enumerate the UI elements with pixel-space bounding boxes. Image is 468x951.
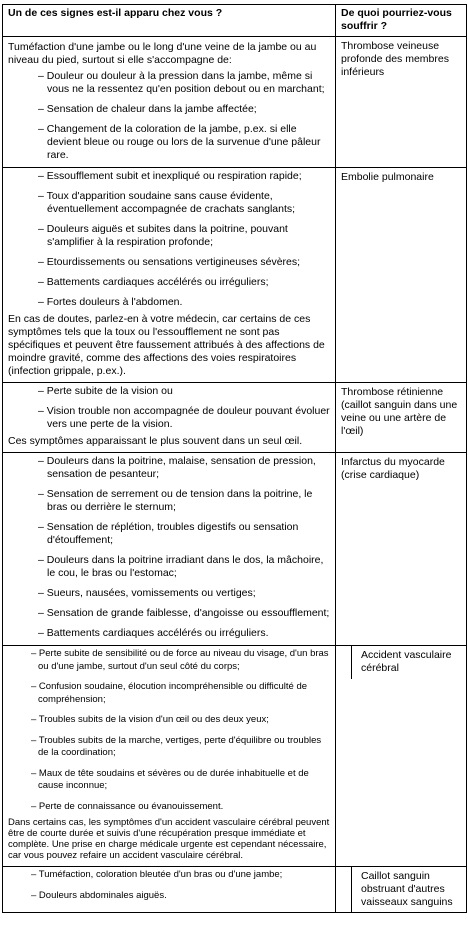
row-intro: Tuméfaction d'une jambe ou le long d'une veine de la jambe ou au niveau du pied, surtout si elle s'accompagne de:	[8, 41, 317, 66]
list-item: – Tuméfaction, coloration bleutée d'un bras ou d'une jambe;	[31, 869, 283, 880]
symptom-list	[8, 70, 330, 162]
condition-cell	[336, 867, 467, 913]
list-item: – Sensation de serrement ou de tension dans la poitrine, le bras ou derrière le sternum;	[38, 488, 313, 513]
list-item: – Toux d'apparition soudaine sans cause évidente, éventuellement accompagnée de crachats sanglants;	[38, 190, 296, 215]
condition-label: Caillot sanguin obstruant d'autres vaisseaux sanguins	[341, 869, 461, 909]
symptom-list	[8, 170, 330, 309]
list-item: – Sensation de réplétion, troubles digestifs ou sensation d'étouffement;	[38, 521, 299, 546]
list-item: – Douleur ou douleur à la pression dans la jambe, même si vous ne la ressentez qu'en position debout ou en marchant;	[38, 70, 325, 95]
condition-label: Thrombose rétinienne (caillot sanguin dans une veine ou une artère de l'œil)	[341, 386, 458, 437]
condition-label: Thrombose veineuse profonde des membres inférieurs	[341, 40, 449, 78]
symptom-list	[8, 648, 330, 813]
table-row	[3, 453, 467, 646]
list-item: – Maux de tête soudains et sévères ou de durée inhabituelle et de cause inconnue;	[31, 767, 309, 791]
symptom-list	[8, 385, 330, 431]
symptoms-cell	[3, 453, 336, 646]
condition-cell	[336, 453, 467, 646]
list-item: – Essoufflement subit et inexpliqué ou respiration rapide;	[38, 170, 302, 182]
header-symptoms: Un de ces signes est-il apparu chez vous ?	[3, 5, 336, 37]
condition-cell	[336, 383, 467, 453]
list-item: – Changement de la coloration de la jambe, p.ex. si elle devient bleue ou rouge ou lors de la survenue d'une pâleur rare.	[38, 123, 321, 161]
header-condition: De quoi pourriez-vous souffrir ?	[336, 5, 467, 37]
list-item: – Perte subite de sensibilité ou de force au niveau du visage, d'un bras ou d'une jambe, surtout d'un seul côté du corps;	[31, 648, 329, 672]
symptoms-cell	[3, 37, 336, 168]
list-item: – Sueurs, nausées, vomissements ou vertiges;	[38, 587, 256, 599]
list-item: – Etourdissements ou sensations vertigineuses sévères;	[38, 256, 301, 268]
list-item: – Battements cardiaques accélérés ou irréguliers;	[38, 276, 269, 288]
condition-cell	[336, 646, 467, 867]
list-item: – Troubles subits de la vision d'un œil ou des deux yeux;	[31, 714, 269, 725]
row-note: En cas de doutes, parlez-en à votre médecin, car certains de ces symptômes tels que la toux ou l'essoufflement ne sont pas spécifiques et peuvent être faussement attribués à des affections de moindre gravité, comme des affections des voies respiratoires (infection grippale, p.ex.).	[8, 313, 325, 377]
symptoms-cell	[3, 646, 336, 867]
list-item: – Perte subite de la vision ou	[38, 385, 173, 397]
list-item: – Sensation de grande faiblesse, d'angoisse ou essoufflement;	[38, 607, 330, 619]
list-item: – Battements cardiaques accélérés ou irréguliers.	[38, 627, 269, 639]
symptoms-cell	[3, 867, 336, 913]
condition-label: Infarctus du myocarde (crise cardiaque)	[341, 456, 445, 481]
list-item: – Douleurs dans la poitrine irradiant dans le dos, la mâchoire, le cou, le bras ou l'estomac;	[38, 554, 324, 579]
table-row	[3, 37, 467, 168]
row-note: Dans certains cas, les symptômes d'un accident vasculaire cérébral peuvent être de courte durée et suivis d'une récupération presque immédiate et complète. Une prise en charge médicale urgente est cependant nécessaire, car vous pouvez refaire un accident vasculaire cérébral.	[8, 817, 330, 861]
table-row	[3, 168, 467, 383]
table-header-row	[3, 5, 467, 37]
list-item: – Troubles subits de la marche, vertiges, perte d'équilibre ou troubles de la coordination;	[31, 734, 322, 758]
list-item: – Vision trouble non accompagnée de douleur pouvant évoluer vers une perte de la vision.	[38, 405, 330, 430]
table-row	[3, 867, 467, 913]
table-row	[3, 646, 467, 867]
list-item: – Douleurs abdominales aiguës.	[31, 889, 167, 901]
condition-label: Accident vasculaire cérébral	[341, 648, 461, 675]
table-row	[3, 383, 467, 453]
condition-cell	[336, 168, 467, 383]
symptoms-cell	[3, 383, 336, 453]
symptom-table	[2, 4, 467, 913]
list-item: – Sensation de chaleur dans la jambe affectée;	[38, 103, 257, 115]
symptom-list	[8, 869, 330, 902]
list-item: – Douleurs dans la poitrine, malaise, sensation de pression, sensation de pesanteur;	[38, 455, 316, 480]
list-item: – Confusion soudaine, élocution incompréhensible ou difficulté de compréhension;	[31, 681, 308, 705]
row-note: Ces symptômes apparaissant le plus souvent dans un seul œil.	[8, 435, 303, 447]
condition-label: Embolie pulmonaire	[341, 171, 434, 183]
condition-cell	[336, 37, 467, 168]
symptom-list	[8, 455, 330, 640]
symptoms-cell	[3, 168, 336, 383]
list-item: – Perte de connaissance ou évanouissement.	[31, 800, 224, 812]
list-item: – Fortes douleurs à l'abdomen.	[38, 296, 183, 308]
list-item: – Douleurs aiguës et subites dans la poitrine, pouvant s'amplifier à la respiration profonde;	[38, 223, 288, 248]
